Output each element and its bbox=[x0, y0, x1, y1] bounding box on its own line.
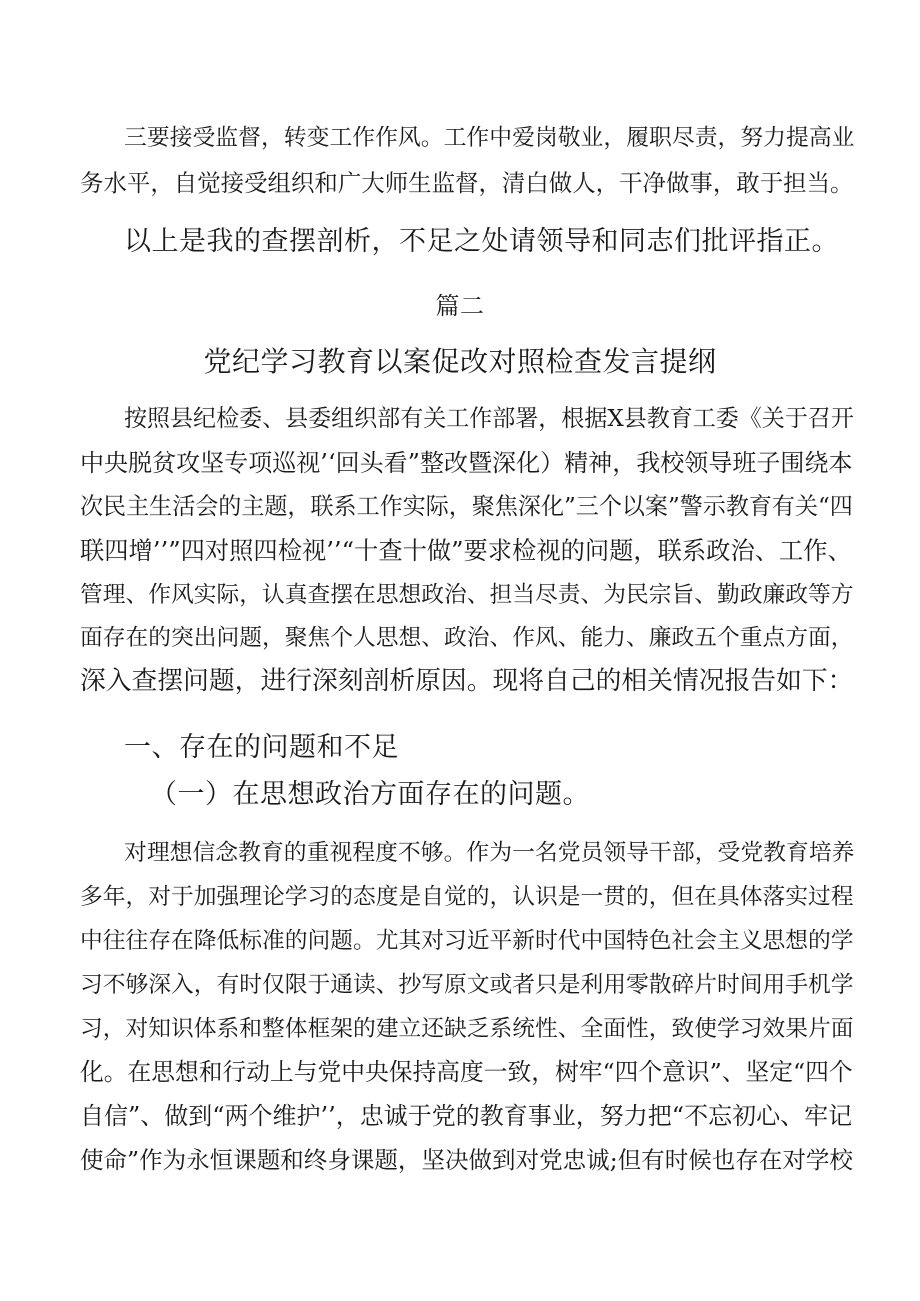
body-line: 自信”、做到“两个维护’’，忠诚于党的教育事业，努力把“不忘初心、牢记 bbox=[80, 1102, 853, 1130]
intro-line: 按照县纪检委、县委组织部有关工作部署，根据X县教育工委《关于召开 bbox=[124, 406, 854, 432]
body-line: 习不够深入，有时仅限于通读、抄写原文或者只是利用零散碎片时间用手机学 bbox=[80, 972, 854, 998]
intro-line: 中央脱贫攻坚专项巡视’‘回头看”整改暨深化）精神，我校领导班子围绕本 bbox=[80, 449, 853, 477]
paragraph-line: 以上是我的查摆剖析，不足之处请领导和同志们批评指正。 bbox=[124, 226, 839, 257]
intro-line: 管理、作风实际，认真查摆在思想政治、担当尽责、为民宗旨、勤政廉政等方 bbox=[80, 582, 854, 608]
body-line: 多年，对于加强理论学习的态度是自觉的，认识是一贯的，但在具体落实过程 bbox=[80, 884, 854, 910]
intro-line: 面存在的突出问题，聚焦个人思想、政治、作风、能力、廉政五个重点方面， bbox=[80, 625, 854, 651]
part-label: 篇二 bbox=[435, 292, 485, 320]
paragraph-line: 务水平，自觉接受组织和广大师生监督，清白做人，干净做事，敢于担当。 bbox=[80, 169, 854, 197]
intro-line: 次民主生活会的主题，联系工作实际，聚焦深化”三个以案”警示教育有关“四 bbox=[80, 494, 853, 520]
paragraph-line: 三要接受监督，转变工作作风。工作中爱岗敬业，履职尽责，努力提高业 bbox=[124, 125, 855, 151]
body-line: 习，对知识体系和整体框架的建立还缺乏系统性、全面性，致使学习效果片面 bbox=[80, 1016, 854, 1042]
intro-line: 联四增’’”四对照四检视’’“十查十做”要求检视的问题，联系政治、工作、 bbox=[80, 536, 852, 565]
intro-line: 深入查摆问题，进行深刻剖析原因。现将自己的相关情况报告如下： bbox=[80, 666, 854, 696]
body-line: 对理想信念教育的重视程度不够。作为一名党员领导干部，受党教育培养 bbox=[124, 840, 855, 866]
subsection-heading: （一）在思想政治方面存在的问题。 bbox=[150, 779, 590, 810]
body-line: 化。在思想和行动上与党中央保持高度一致，树牢“四个意识”、坚定“四个 bbox=[80, 1058, 853, 1086]
body-line: 使命”作为永恒课题和终身课题，坚决做到对党忠诚;但有时候也存在对学校 bbox=[80, 1146, 853, 1174]
body-line: 中往往存在降低标准的问题。尤其对习近平新时代中国特色社会主义思想的学 bbox=[80, 928, 854, 954]
section-heading: 一、存在的问题和不足 bbox=[124, 732, 399, 763]
document-title: 党纪学习教育以案促改对照检查发言提纲 bbox=[203, 345, 717, 378]
